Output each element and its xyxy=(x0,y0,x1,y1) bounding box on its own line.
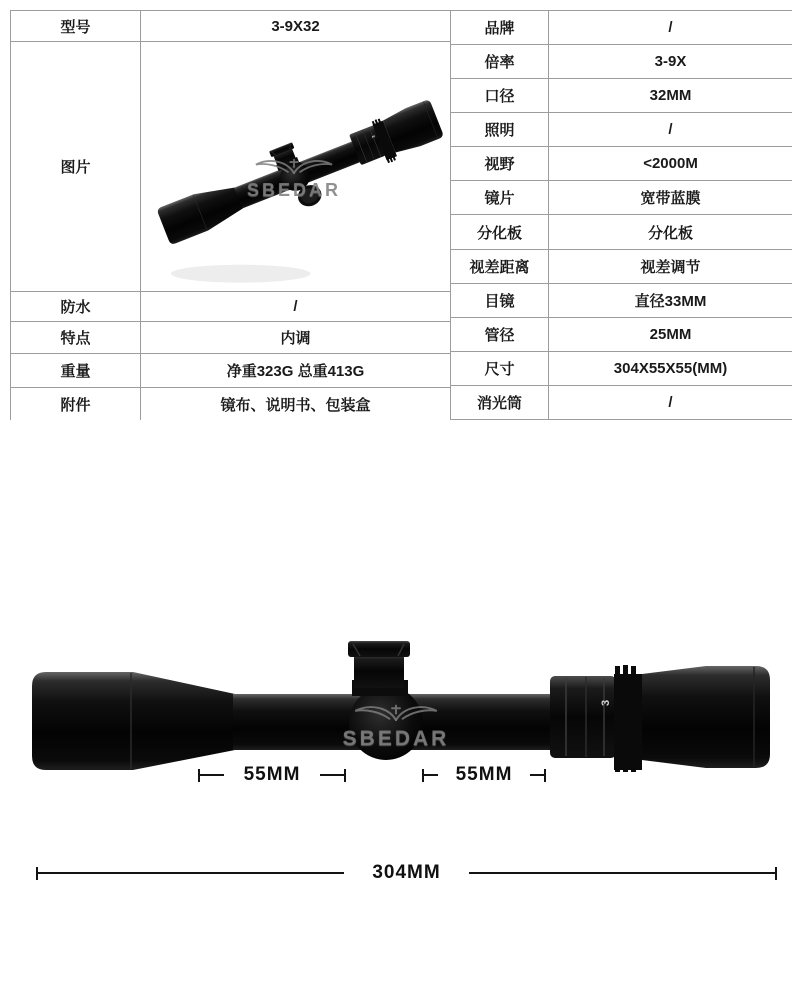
spec-table-left xyxy=(10,10,450,419)
scope-photo-side-view xyxy=(30,632,770,772)
dimension-tick xyxy=(775,867,777,880)
spec-value-sunshade: / xyxy=(548,385,792,419)
dimension-tick xyxy=(544,769,546,782)
dimension-line xyxy=(530,774,544,776)
spec-label-image: 图片 xyxy=(10,41,140,291)
spec-label-magnification: 倍率 xyxy=(450,44,548,78)
spec-value-eyepiece: 直径33MM xyxy=(548,283,792,317)
spec-value-objective-diameter: 32MM xyxy=(548,78,792,112)
product-photo-cell xyxy=(140,41,450,291)
spec-value-tube-diameter: 25MM xyxy=(548,317,792,351)
spec-label-sunshade: 消光筒 xyxy=(450,385,548,419)
spec-label-weight: 重量 xyxy=(10,353,140,387)
spec-value-features: 内调 xyxy=(140,321,450,353)
dimension-line xyxy=(424,774,438,776)
spec-value-field-of-view: <2000M xyxy=(548,146,792,180)
scope-photo-diagonal xyxy=(141,42,450,292)
dimension-objective-bell xyxy=(198,764,346,785)
spec-value-waterproof: / xyxy=(140,291,450,321)
spec-label-lens: 镜片 xyxy=(450,180,548,214)
spec-value-lens: 宽带蓝膜 xyxy=(548,180,792,214)
spec-label-model: 型号 xyxy=(10,10,140,41)
spec-label-accessories: 附件 xyxy=(10,387,140,420)
spec-label-tube-diameter: 管径 xyxy=(450,317,548,351)
dimension-line xyxy=(38,872,344,874)
dimension-line xyxy=(200,774,224,776)
spec-label-size: 尺寸 xyxy=(450,351,548,385)
spec-label-waterproof: 防水 xyxy=(10,291,140,321)
spec-value-size: 304X55X55(MM) xyxy=(548,351,792,385)
dimension-line xyxy=(320,774,344,776)
spec-value-model: 3-9X32 xyxy=(140,10,450,41)
spec-label-field-of-view: 视野 xyxy=(450,146,548,180)
dimension-label-total: 304MM xyxy=(372,862,441,883)
dimension-eyepiece-bell xyxy=(422,764,546,785)
spec-value-reticle: 分化板 xyxy=(548,214,792,248)
spec-value-weight: 净重323G 总重413G xyxy=(140,353,450,387)
spec-label-reticle: 分化板 xyxy=(450,214,548,248)
dimension-tick xyxy=(344,769,346,782)
spec-value-brand: / xyxy=(548,10,792,44)
spec-label-illumination: 照明 xyxy=(450,112,548,146)
spec-label-objective-diameter: 口径 xyxy=(450,78,548,112)
spec-value-illumination: / xyxy=(548,112,792,146)
spec-label-features: 特点 xyxy=(10,321,140,353)
dimension-line xyxy=(469,872,775,874)
spec-label-eyepiece: 目镜 xyxy=(450,283,548,317)
spec-value-accessories: 镜布、说明书、包装盒 xyxy=(140,387,450,420)
spec-label-brand: 品牌 xyxy=(450,10,548,44)
watermark-text: SBEDAR xyxy=(246,180,341,200)
spec-table xyxy=(10,10,792,420)
spec-value-magnification: 3-9X xyxy=(548,44,792,78)
dimension-label-objective: 55MM xyxy=(243,764,301,785)
watermark-text: SBEDAR xyxy=(342,727,450,750)
spec-value-parallax: 视差调节 xyxy=(548,249,792,283)
spec-table-right xyxy=(450,10,792,419)
dimension-label-eyepiece: 55MM xyxy=(455,764,513,785)
spec-label-parallax: 视差距离 xyxy=(450,249,548,283)
dimension-total-length xyxy=(36,862,777,883)
